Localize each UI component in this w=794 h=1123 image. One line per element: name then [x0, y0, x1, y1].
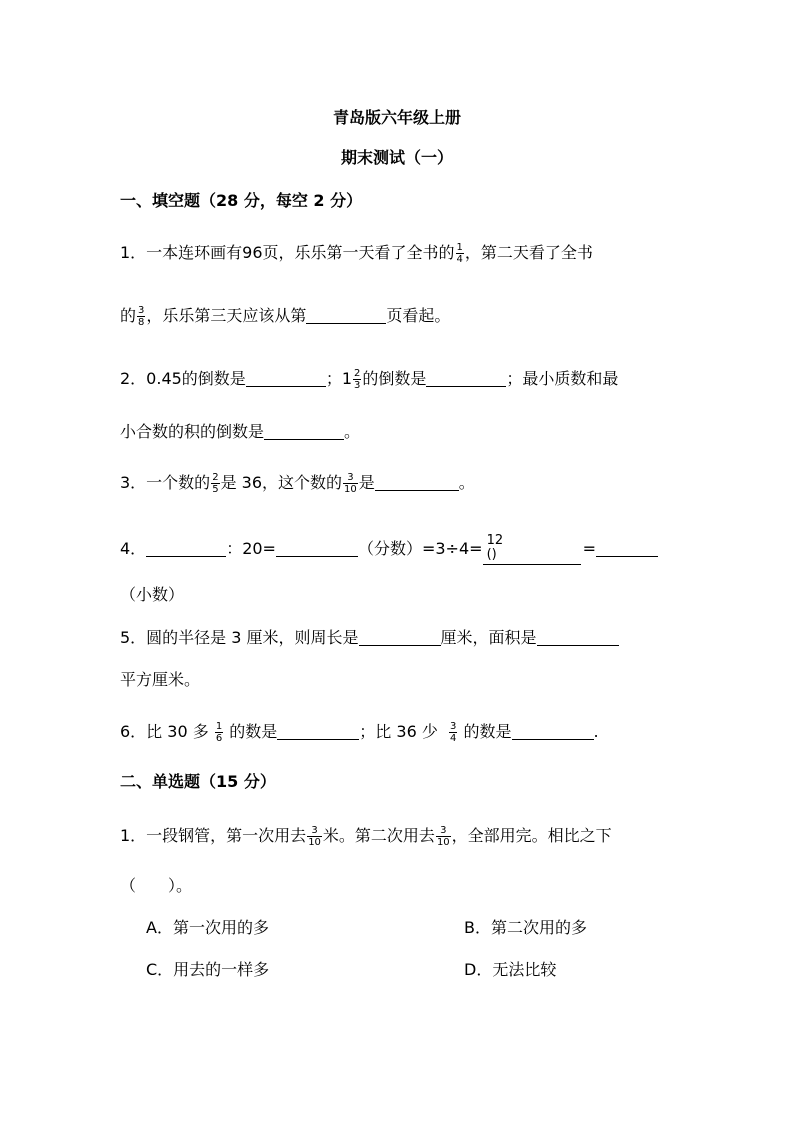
fraction-denominator: 6 [215, 733, 223, 744]
fraction-blank[interactable] [483, 534, 581, 565]
q3-text-d: 。 [458, 473, 475, 492]
fraction [211, 472, 219, 495]
section-1-heading: 一、填空题（28 分，每空 2 分） [120, 191, 363, 210]
question-2-line-2 [120, 422, 360, 442]
fraction-denominator: () [483, 548, 581, 565]
fraction-numerator: 2 [354, 368, 361, 379]
option-d[interactable]: D．无法比较 [464, 960, 557, 979]
fraction-denominator: 10 [436, 837, 450, 848]
answer-blank[interactable] [596, 540, 658, 557]
q4-text-d: = [582, 539, 596, 558]
page-subtitle: 期末测试（一） [340, 148, 453, 167]
question-1-line-1 [120, 242, 593, 265]
q6-text-e: . [593, 722, 599, 741]
fraction-numerator: 12 [486, 533, 504, 548]
mc-q1-text-b: 米。第二次用去 [322, 826, 435, 845]
fraction-denominator: 3 [354, 380, 361, 391]
q2-text-a: 2．0.45的倒数是 [120, 369, 246, 388]
fraction-numerator: 3 [138, 305, 145, 316]
answer-parentheses[interactable]: （ ）。 [120, 876, 193, 895]
q4-text-a: 4． [120, 539, 147, 558]
q1-text-e: 页看起。 [386, 306, 451, 325]
question-4-line-1 [120, 534, 658, 565]
q1-text-a: 1．一本连环画有96页，乐乐第一天看了全书的 [120, 243, 455, 262]
fraction-numerator: 1 [215, 721, 223, 732]
fraction-numerator: 3 [347, 472, 354, 483]
answer-blank[interactable] [246, 370, 326, 387]
answer-blank[interactable] [277, 723, 359, 740]
fraction [456, 242, 464, 265]
q2-text-b: ；1 [325, 369, 352, 388]
question-5-line-2 [120, 670, 200, 690]
q4-text-b: ：20= [226, 539, 276, 558]
option-b[interactable]: B．第二次用的多 [464, 918, 587, 937]
fraction-denominator: 10 [308, 837, 321, 848]
answer-blank[interactable] [276, 540, 358, 557]
q6-text-a: 6．比 30 多 [120, 722, 209, 741]
fraction-numerator: 3 [450, 721, 457, 732]
question-3 [120, 472, 475, 495]
fraction-numerator: 3 [311, 825, 318, 836]
fraction [137, 305, 145, 328]
answer-blank[interactable] [264, 423, 344, 440]
fraction-numerator: 1 [456, 242, 463, 253]
answer-blank[interactable] [359, 629, 441, 646]
q2-text-d: ；最小质数和最 [506, 369, 619, 388]
q1-text-c: 的 [120, 306, 137, 325]
fraction-denominator: 8 [138, 317, 145, 328]
fraction-numerator: 2 [212, 472, 219, 483]
fraction [215, 721, 223, 744]
q4-text-e: （小数） [120, 585, 185, 604]
mc-question-1 [120, 825, 612, 848]
q1-text-d: ，乐乐第三天应该从第 [146, 306, 307, 325]
q3-text-b: 是 36，这个数的 [220, 473, 343, 492]
answer-blank[interactable] [426, 370, 506, 387]
question-5-line-1 [120, 628, 619, 648]
q2-text-e: 小合数的积的倒数是 [120, 422, 265, 441]
fraction-numerator: 3 [440, 825, 447, 836]
fraction-denominator: 5 [212, 484, 219, 495]
fraction [449, 721, 457, 744]
question-4-line-2 [120, 585, 184, 605]
answer-blank[interactable] [306, 307, 386, 324]
fraction [307, 825, 322, 848]
q2-text-c: 的倒数是 [362, 369, 427, 388]
q3-text-a: 3．一个数的 [120, 473, 211, 492]
q6-text-c: ；比 36 少 [359, 722, 438, 741]
fraction-denominator: 4 [450, 733, 457, 744]
option-a[interactable]: A．第一次用的多 [146, 918, 269, 937]
q5-text-b: 厘米，面积是 [440, 628, 537, 647]
q4-text-c: （分数）=3÷4= [357, 539, 483, 558]
answer-blank[interactable] [512, 723, 594, 740]
mc-q1-text-c: ，全部用完。相比之下 [451, 826, 612, 845]
fraction [436, 825, 451, 848]
question-6 [120, 721, 599, 744]
option-c[interactable]: C．用去的一样多 [146, 960, 270, 979]
q5-text-a: 5．圆的半径是 3 厘米，则周长是 [120, 628, 359, 647]
section-2-heading: 二、单选题（15 分） [120, 772, 276, 791]
question-2-line-1 [120, 368, 618, 391]
page-title: 青岛版六年级上册 [332, 108, 461, 127]
q3-text-c: 是 [358, 473, 375, 492]
q5-text-c: 平方厘米。 [120, 670, 201, 689]
fraction-denominator: 4 [456, 254, 463, 265]
answer-blank[interactable] [146, 540, 226, 557]
answer-blank[interactable] [537, 629, 619, 646]
q6-text-d: 的数是 [463, 722, 512, 741]
fraction-denominator: 10 [344, 484, 357, 495]
q2-text-f: 。 [344, 422, 361, 441]
q1-text-b: ，第二天看了全书 [464, 243, 593, 262]
mc-q1-text-a: 1．一段钢管，第一次用去 [120, 826, 307, 845]
fraction [353, 368, 361, 391]
answer-blank[interactable] [375, 474, 459, 491]
fraction [343, 472, 358, 495]
question-1-line-2 [120, 305, 450, 328]
q6-text-b: 的数是 [229, 722, 278, 741]
